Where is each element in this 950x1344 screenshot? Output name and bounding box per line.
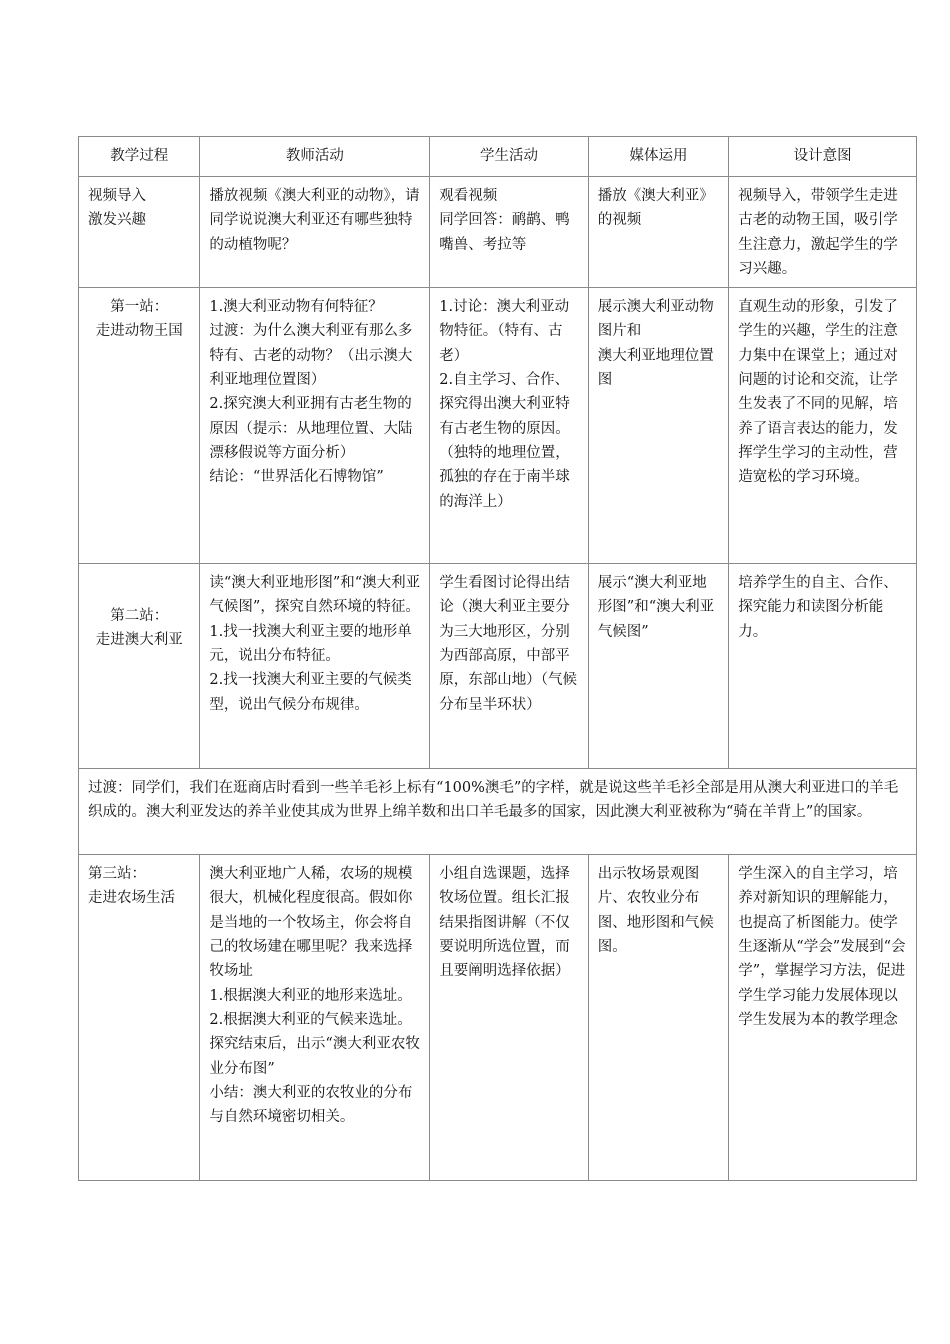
media-line: 播放《澳大利亚》的视频 <box>597 188 714 229</box>
teacher-line: 过渡：为什么澳大利亚有那么多特有、古老的动物？（出示澳大利亚地理位置图） <box>209 323 413 389</box>
student-activity-cell <box>430 288 589 564</box>
lesson-plan-table <box>78 136 917 1181</box>
teacher-line: 读“澳大利亚地形图”和“澳大利亚气候图”，探究自然环境的特征。 <box>209 575 421 616</box>
stage-cell <box>79 855 200 1181</box>
table-row <box>79 855 917 1181</box>
student-line: 小组自选课题，选择牧场位置。组长汇报结果指图讲解（不仅要说明所选位置，而且要阐明选择依据） <box>439 866 570 980</box>
stage-line: 第二站： <box>110 608 169 625</box>
student-activity-cell <box>430 564 589 769</box>
stage-line: 第三站： <box>88 866 146 883</box>
stage-line: 走进农场生活 <box>88 890 175 907</box>
student-line: 观看视频 <box>439 188 498 204</box>
student-line: 学生看图讨论得出结论（澳大利亚主要分为三大地形区，分别为西部高原，中部平原，东部山地）（气候分布呈半环状） <box>439 575 577 713</box>
student-line: 2.自主学习、合作、探究得出澳大利亚特有古老生物的原因。（独特的地理位置，孤独的存在于南半球的海洋上） <box>439 372 570 510</box>
student-line: 同学回答：鸸鹋、鸭嘴兽、考拉等 <box>439 212 570 253</box>
table-row <box>79 564 917 769</box>
stage-cell <box>79 564 200 769</box>
media-cell <box>588 177 729 288</box>
intent-cell <box>729 855 917 1181</box>
header-design-intent: 设计意图 <box>729 137 917 177</box>
intent-cell <box>729 564 917 769</box>
intent-cell <box>729 288 917 564</box>
intent-line: 视频导入，带领学生走进古老的动物王国，吸引学生注意力，激起学生的学习兴趣。 <box>738 188 898 277</box>
intent-line: 学生深入的自主学习，培养对新知识的理解能力，也提高了析图能力。使学生逐渐从“学会”发展到“会学”，掌握学习方法，促进学生学习能力发展体现以学生发展为本的教学理念 <box>738 866 906 1028</box>
teacher-activity-cell <box>200 288 430 564</box>
media-cell <box>588 564 729 769</box>
stage-line: 走进动物王国 <box>95 323 183 340</box>
teacher-line: 结论：“世界活化石博物馆” <box>209 469 384 486</box>
stage-line: 第一站： <box>110 299 169 316</box>
teacher-line: 探究结束后，出示“澳大利亚农牧业分布图” <box>209 1036 420 1077</box>
header-process: 教学过程 <box>79 137 200 177</box>
teacher-line: 2.根据澳大利亚的气候来选址。 <box>209 1011 412 1028</box>
media-line: 出示牧场景观图片、农牧业分布图、地形图和气候图。 <box>597 866 714 956</box>
teacher-activity-cell <box>200 177 430 288</box>
media-line: 澳大利亚地理位置图 <box>597 347 714 389</box>
transition-text: 过渡：同学们，我们在逛商店时看到一些羊毛衫上标有“100%澳毛”的字样，就是说这些羊毛衫全部是用从澳大利亚进口的羊毛织成的。澳大利亚发达的养羊业使其成为世界上绵羊数和出口羊毛最多的国家，因此澳大利亚被称为“骑在羊背上”的国家。 <box>79 769 917 855</box>
transition-row <box>79 769 917 855</box>
teacher-activity-cell <box>200 564 430 769</box>
header-media-use: 媒体运用 <box>588 137 729 177</box>
teacher-line: 1.找一找澳大利亚主要的地形单元，说出分布特征。 <box>209 623 412 665</box>
teacher-line: 澳大利亚地广人稀，农场的规模很大，机械化程度很高。假如你是当地的一个牧场主，你会将自己的牧场建在哪里呢？我来选择牧场址 <box>209 866 413 980</box>
teacher-activity-cell <box>200 855 430 1181</box>
teacher-line: 2.探究澳大利亚拥有古老生物的原因（提示：从地理位置、大陆漂移假说等方面分析） <box>209 396 413 461</box>
student-activity-cell <box>430 855 589 1181</box>
table-header-row <box>79 137 917 177</box>
teacher-line: 1.澳大利亚动物有何特征？ <box>209 299 383 316</box>
intent-line: 直观生动的形象，引发了学生的兴趣，学生的注意力集中在课堂上；通过对问题的讨论和交流，让学生发表了不同的见解，培养了语言表达的能力，发挥学生学习的主动性，营造宽松的学习环境。 <box>738 299 898 486</box>
intent-line: 培养学生的自主、合作、探究能力和读图分析能力。 <box>738 575 898 640</box>
stage-line: 激发兴趣 <box>88 212 146 229</box>
media-line: 展示“澳大利亚地形图”和“澳大利亚气候图” <box>597 575 715 640</box>
media-cell <box>588 855 729 1181</box>
stage-line: 走进澳大利亚 <box>95 632 183 649</box>
intent-cell <box>729 177 917 288</box>
teacher-line: 播放视频《澳大利亚的动物》，请同学说说澳大利亚还有哪些独特的动植物呢？ <box>209 188 420 253</box>
header-teacher-activity: 教师活动 <box>200 137 430 177</box>
student-activity-cell <box>430 177 589 288</box>
stage-cell <box>79 288 200 564</box>
teacher-line: 1.根据澳大利亚的地形来选址。 <box>209 987 412 1004</box>
student-line: 1.讨论：澳大利亚动物特征。（特有、古老） <box>439 299 570 364</box>
teacher-line: 小结：澳大利亚的农牧业的分布与自然环境密切相关。 <box>209 1084 413 1126</box>
table-row <box>79 177 917 288</box>
table-row <box>79 288 917 564</box>
teacher-line: 2.找一找澳大利亚主要的气候类型，说出气候分布规律。 <box>209 672 412 713</box>
stage-line: 视频导入 <box>88 188 146 204</box>
header-student-activity: 学生活动 <box>430 137 589 177</box>
stage-cell <box>79 177 200 288</box>
media-line: 展示澳大利亚动物图片和 <box>597 299 714 340</box>
media-cell <box>588 288 729 564</box>
